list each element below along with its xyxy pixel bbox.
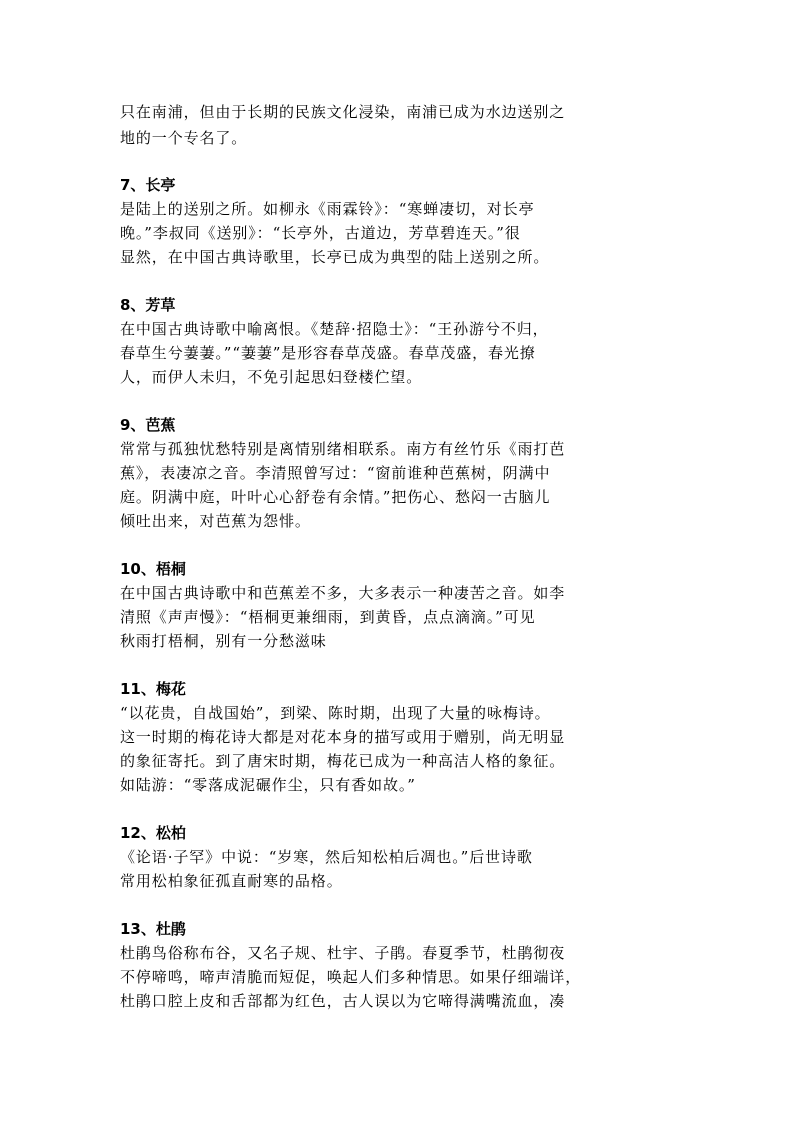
paragraph-line: 如陆游：“零落成泥碾作尘，只有香如故。” [120,776,416,794]
section-heading: 10、梧桐 [120,560,186,578]
paragraph-line: 常用松柏象征孤直耐寒的品格。 [120,872,343,890]
paragraph-line: 地的一个专名了。 [120,129,248,147]
paragraph-line: 这一时期的梅花诗大都是对花本身的描写或用于赠别，尚无明显 [120,728,566,746]
paragraph-line: 的象征寄托。到了唐宋时期，梅花已成为一种高洁人格的象征。 [120,752,566,770]
paragraph-line: 春草生兮萋萋。”“萋萋”是形容春草茂盛。春草茂盛，春光撩 [120,344,536,362]
paragraph-line: 庭。阴满中庭，叶叶心心舒卷有余情。”把伤心、愁闷一古脑儿 [120,488,551,506]
section-heading: 7、长亭 [120,176,176,194]
paragraph-line: 蕉》，表凄凉之音。李清照曾写过：“窗前谁种芭蕉树，阴满中 [120,464,551,482]
paragraph-line: 杜鹃口腔上皮和舌部都为红色，古人误以为它啼得满嘴流血，凑 [120,992,566,1010]
section-heading: 9、芭蕉 [120,416,176,434]
paragraph-line: 常常与孤独忧愁特别是离情别绪相联系。南方有丝竹乐《雨打芭 [120,440,566,458]
paragraph-line: “以花贵，自战国始”，到梁、陈时期，出现了大量的咏梅诗。 [120,704,551,722]
paragraph-line: 不停啼鸣，啼声清脆而短促，唤起人们多种情思。如果仔细端详， [120,968,582,986]
paragraph-line: 清照《声声慢》：“梧桐更兼细雨，到黄昏，点点滴滴。”可见 [120,608,536,626]
paragraph-line: 是陆上的送别之所。如柳永《雨霖铃》：“寒蝉凄切，对长亭 [120,200,535,218]
paragraph-line: 秋雨打梧桐，别有一分愁滋味 [120,632,327,650]
paragraph-line: 晚。”李叔同《送别》：“长亭外，古道边，芳草碧连天。”很 [120,224,521,242]
section-heading: 13、杜鹃 [120,920,186,938]
paragraph-line: 倾吐出来，对芭蕉为怨悱。 [120,512,311,530]
paragraph-line: 杜鹃鸟俗称布谷，又名子规、杜宇、子鹃。春夏季节，杜鹃彻夜 [120,944,566,962]
paragraph-line: 显然，在中国古典诗歌里，长亭已成为典型的陆上送别之所。 [120,248,550,266]
paragraph-line: 在中国古典诗歌中和芭蕉差不多，大多表示一种凄苦之音。如李 [120,584,566,602]
section-heading: 8、芳草 [120,296,176,314]
paragraph-line: 《论语·子罕》中说：“岁寒，然后知松柏后凋也。”后世诗歌 [120,848,533,866]
section-heading: 11、梅花 [120,680,186,698]
paragraph-line: 在中国古典诗歌中喻离恨。《楚辞·招隐士》：“王孙游兮不归， [120,320,549,338]
paragraph-line: 只在南浦，但由于长期的民族文化浸染，南浦已成为水边送别之 [120,103,566,121]
paragraph-line: 人，而伊人未归，不免引起思妇登楼伫望。 [120,368,423,386]
section-heading: 12、松柏 [120,824,186,842]
